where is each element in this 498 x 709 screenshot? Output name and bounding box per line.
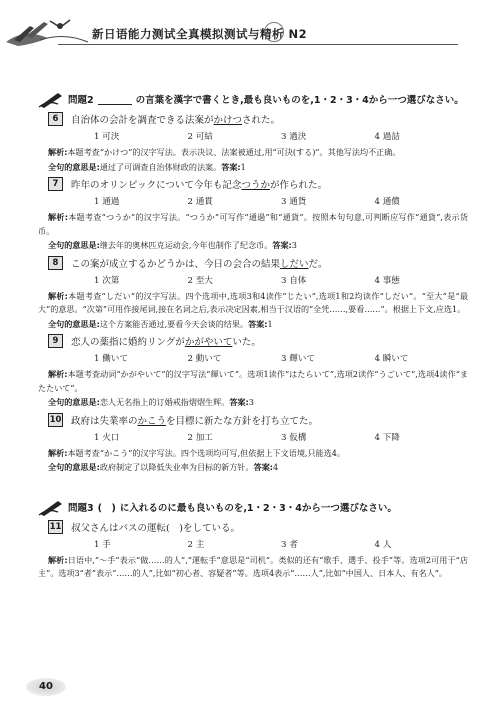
question-text-pre: 叔父さんはバスの運転	[71, 522, 167, 534]
analysis-label: 解析:	[48, 369, 68, 379]
full-meaning-label: 全句的意思是:	[48, 397, 100, 407]
question-text-pre: 政府は失業率の	[71, 415, 138, 427]
full-meaning	[38, 239, 468, 253]
option-2: 2 通貫	[187, 197, 213, 207]
question-text-pre: 恋人の薬指に婚約リングが	[71, 337, 185, 348]
full-meaning-label: 全句的意思是:	[48, 318, 100, 329]
full-meaning-text: 通过了可调查自治体财政的法案。	[99, 161, 222, 172]
option-3: 3 自体	[281, 275, 307, 286]
question-6	[38, 112, 468, 126]
analysis-text: 本题考查“しだい”的汉字写法。四个选项中,选项3和4读作“じたい”,选项1和2均读作“しだい”。“至大”是“最大”的意思。“次第”可用作接尾词,接在名词之后,表示决定因素,相当于汉语的“全凭……,要看……”。根据上下文,应选1。	[38, 290, 468, 314]
analysis	[38, 368, 468, 395]
option-4: 4 下降	[374, 432, 400, 443]
answer-label: 答案:	[253, 462, 274, 472]
options-row	[94, 130, 468, 142]
question-text-post: を目標に新たな方針を打ち立てた。	[166, 415, 319, 427]
options-row	[94, 352, 468, 364]
question-text-post: が作られた。	[269, 180, 327, 191]
analysis-text: 日语中,“～手”表示“做……的人”,“運転手”意思是“司机”。类似的还有“歌手、選手、投手”等。选项2可用于“店主”。选项3“者”表示“……的人”,比如“初心者、容疑者”等。选项4表示“……人”,比如“中国人、日本人、有名人”。	[38, 554, 468, 578]
analysis	[38, 554, 468, 581]
option-3: 3 者	[281, 539, 298, 550]
section-3-instruction: に入れるのに最も良いものを,1・2・3・4から一つ選びなさい。	[119, 502, 397, 514]
section-2-instruction: の言葉を漢字で書くとき,最も良いものを,1・2・3・4から一つ選びなさい。	[135, 95, 464, 106]
question-text-post: いた。	[232, 337, 261, 348]
question-number: 9	[48, 334, 63, 348]
analysis-label: 解析:	[48, 554, 68, 565]
question-9	[38, 334, 468, 348]
option-4: 4 過詰	[374, 132, 400, 142]
option-1: 1 可決	[94, 132, 120, 142]
question-text-post: された。	[242, 115, 281, 126]
question-text-post: をしている。	[182, 522, 240, 534]
analysis	[38, 290, 468, 317]
full-meaning	[38, 318, 468, 332]
question-7	[38, 177, 468, 191]
options-row	[94, 195, 468, 207]
answer-label: 答案:	[248, 318, 268, 329]
option-4: 4 通償	[374, 197, 400, 207]
question-target-word: かがやいて	[184, 337, 233, 348]
question-10	[38, 413, 468, 427]
pencil-icon	[38, 498, 64, 516]
answer-value: 3	[291, 240, 297, 250]
analysis	[38, 146, 468, 160]
full-meaning	[38, 161, 468, 175]
full-meaning	[38, 396, 468, 410]
option-3: 3 通貨	[281, 197, 307, 207]
pencil-icon	[38, 90, 64, 108]
question-target-word: かけつ	[213, 115, 243, 126]
answer-label: 答案:	[221, 161, 241, 172]
question-11	[38, 520, 468, 534]
section-3-paren: ( )	[97, 502, 116, 514]
analysis-label: 解析:	[48, 447, 68, 458]
section-2-label: 問題2	[68, 95, 94, 106]
full-meaning-text: 政府制定了以降低失业率为目标的新方针。	[99, 462, 254, 472]
option-2: 2 加工	[187, 432, 213, 443]
section-spacer	[38, 476, 468, 498]
full-meaning-label: 全句的意思是:	[48, 240, 100, 250]
option-3: 3 輝いて	[281, 354, 315, 364]
full-meaning-label: 全句的意思是:	[48, 462, 100, 472]
answer-value: 1	[267, 318, 273, 329]
header-circle-ornament	[264, 22, 284, 42]
option-3: 3 仮構	[281, 432, 307, 443]
option-1: 1 働いて	[94, 354, 128, 364]
option-1: 1 通過	[94, 197, 120, 207]
question-target-word: かこう	[137, 415, 167, 427]
answer-value: 4	[273, 462, 279, 472]
option-4: 4 瞬いて	[374, 354, 409, 364]
book-title: 新日语能力测试全真模拟测试与精析 N2	[92, 27, 308, 41]
page-header	[0, 0, 498, 62]
section-3-label: 問題3	[68, 502, 94, 514]
question-text-pre: この案が成立するかどうかは、今日の会合の結果	[71, 258, 281, 270]
option-1: 1 次第	[94, 275, 120, 286]
question-target-word: つうか	[241, 180, 270, 191]
question-8	[38, 256, 468, 270]
question-text-pre: 自治体の会計を調査できる法案が	[71, 115, 214, 126]
option-2: 2 主	[187, 539, 205, 550]
option-2: 2 動いて	[187, 354, 222, 364]
option-1: 1 火口	[94, 432, 120, 443]
full-meaning-text: 恋人无名指上的订婚戒指熠熠生辉。	[99, 397, 230, 407]
analysis-text: 本题考查“かこう”的汉字写法。四个选项均可写,但依据上下文语境,只能选4。	[67, 447, 346, 458]
question-text-post: だ。	[308, 258, 328, 270]
question-number: 10	[49, 414, 62, 425]
question-number: 7	[48, 177, 63, 191]
question-number: 8	[48, 256, 63, 270]
question-text-pre: 昨年のオリンピックについて今年も記念	[71, 180, 242, 191]
analysis-text: 本题考查“つうか”的汉字写法。“つうか”可写作“通過”和“通貨”。按照本句句意,可判断应写作“通貨”,表示货币。	[38, 212, 468, 236]
option-4: 4 人	[374, 539, 392, 550]
options-row	[94, 274, 468, 286]
options-row	[94, 538, 468, 550]
full-meaning-text: 这个方案能否通过,要看今天会谈的结果。	[99, 318, 249, 329]
page-content	[38, 90, 468, 581]
full-meaning	[38, 461, 468, 475]
answer-blank	[98, 94, 132, 105]
question-number: 11	[49, 521, 62, 532]
full-meaning-label: 全句的意思是:	[48, 161, 100, 172]
question-blank: ( )	[166, 522, 183, 534]
analysis-text: 本题考查“かけつ”的汉字写法。表示决议、法案被通过,用“可決(する)”。其他写法均不正确。	[67, 147, 401, 157]
option-4: 4 事態	[374, 275, 400, 286]
answer-label: 答案:	[272, 240, 292, 250]
analysis	[38, 447, 468, 461]
analysis-text: 本题考查动词“かがやいて”的汉字写法“輝いて”。选项1读作“はたらいて”,选项2读作“うごいて”,选项4读作“またたいて”。	[38, 369, 468, 393]
bamboo-bird-logo-icon	[4, 18, 90, 52]
analysis-label: 解析:	[48, 147, 68, 157]
section-2-heading	[38, 90, 468, 108]
answer-value: 3	[248, 397, 254, 407]
analysis-label: 解析:	[48, 290, 68, 301]
options-row	[94, 431, 468, 443]
question-number: 6	[48, 112, 63, 126]
header-rule	[58, 44, 458, 45]
option-3: 3 過決	[281, 132, 307, 142]
analysis	[38, 211, 468, 238]
analysis-label: 解析:	[48, 212, 68, 222]
answer-label: 答案:	[229, 397, 249, 407]
question-target-word: しだい	[280, 258, 309, 270]
page-number: 40	[26, 678, 66, 696]
option-2: 2 至大	[187, 275, 213, 286]
option-1: 1 手	[94, 539, 111, 550]
option-2: 2 可結	[187, 132, 213, 142]
answer-value: 1	[240, 161, 246, 172]
section-3-heading	[38, 498, 468, 516]
full-meaning-text: 继去年的奥林匹克运动会,今年也制作了纪念币。	[99, 240, 273, 250]
